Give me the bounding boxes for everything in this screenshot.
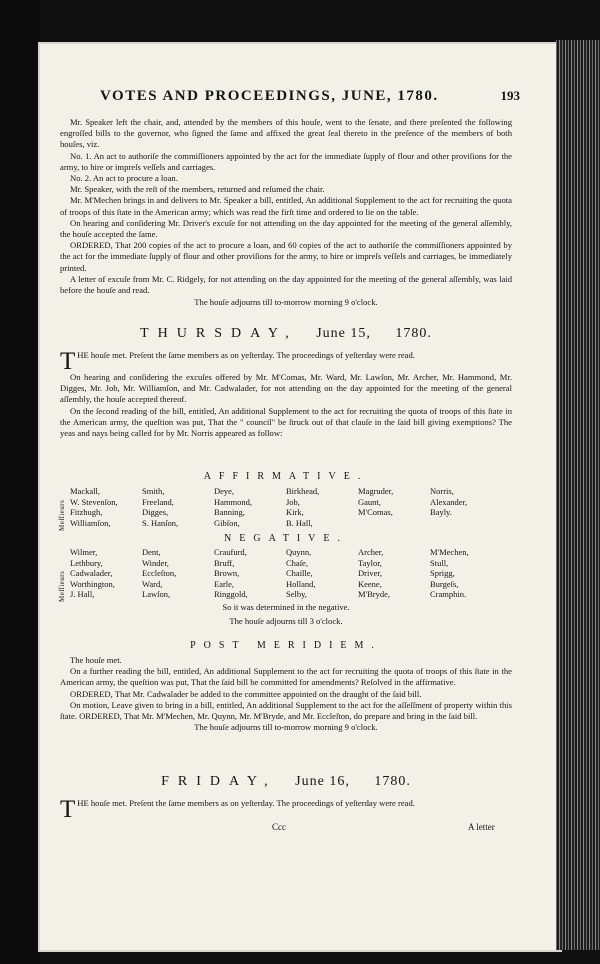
name-cell: Winder, [142, 557, 169, 568]
name-cell: Eccleſton, [142, 568, 177, 579]
paragraph: ORDERED, That 200 copies of the act to procure a loan, and 60 copies of the act to authoriſe the commiſſioners appointed by the act for the immediate ſupply of flour and other proviſions for the army, to hire or impreſs veſſels and carriages, be immediately printed. [60, 240, 512, 273]
name-cell: Gibſon, [214, 517, 240, 528]
name-cell: Dent, [142, 547, 161, 557]
name-cell: Worthington, [70, 578, 115, 589]
friday-section [60, 796, 512, 823]
day-heading-friday [60, 774, 512, 790]
name-cell: Selby, [286, 589, 307, 600]
name-cell: Norris, [430, 486, 454, 496]
name-cell: Banning, [214, 507, 245, 518]
name-cell: Fitzhugh, [70, 507, 103, 518]
name-cell: M'Comas, [358, 507, 393, 518]
paragraph: On a further reading the bill, entitled, An additional Supplement to the act for recruiting the quota of troops of this ſtate in the American army, the queſtion was put, That the ſaid bill be committed for amendments? Reſolved in the affirmative. [60, 666, 512, 688]
name-cell: Magruder, [358, 486, 394, 496]
top-section [60, 117, 512, 308]
paragraph: No. 2. An act to procure a loan. [70, 173, 178, 184]
paragraph: On motion, Leave given to bring in a bill, entitled, An additional Supplement to the act for the aſſeſſment of property within this ſtate. ORDERED, That Mr. M'Mechen, Mr. Quynn, Mr. M'Bryde, and Mr. Eccleſton, do prepare and bring in the ſaid bill. [60, 699, 512, 722]
table-row [70, 507, 500, 518]
table-row [70, 558, 500, 569]
paragraph: The houſe met. [70, 655, 122, 665]
day-name: FRIDAY, [161, 774, 277, 789]
paragraph: On the ſecond reading of the bill, entitled, An additional Supplement to the act for recruiting the quota of troops of this ſtate in the American army, the queſtion was put, That the " council" be ſtruck out of that clauſe in the ſaid bill giving exemptions? The yeas and nays being called for by Mr. Norris appeared as follow: [60, 405, 512, 439]
name-cell: Bayly. [430, 507, 452, 518]
name-cell: Ringgold, [214, 589, 248, 600]
drop-cap: T [60, 348, 76, 375]
day-heading-thursday [60, 326, 512, 342]
table-row [70, 579, 500, 590]
name-cell: Burgeſs, [430, 578, 459, 589]
adjournment: The houſe adjourns till to-morrow morning 9 o'clock. [194, 297, 378, 308]
name-cell: Gaunt, [358, 496, 381, 507]
affirmative-heading: AFFIRMATIVE. [203, 471, 369, 482]
day-name: THURSDAY, [140, 326, 298, 341]
paragraph: On hearing and conſidering Mr. Driver's excuſe for not attending on the day appointed for the meeting of the general aſſembly, the houſe accepted the ſame. [60, 217, 512, 240]
opening-text: HE houſe met. Preſent the ſame members as on yeſterday. The proceedings of yeſterday were read. [77, 350, 415, 360]
name-cell: Sprigg, [430, 568, 455, 579]
name-cell: Quynn, [286, 547, 312, 557]
name-cell: Taylor, [358, 557, 382, 568]
name-cell: Chaille, [286, 568, 313, 579]
messieurs-label: Meſſieurs [58, 570, 66, 602]
drop-cap: T [60, 796, 76, 823]
name-cell: Williamſon, [70, 517, 111, 528]
name-cell: Earle, [214, 578, 235, 589]
day-date: June 16, [295, 774, 350, 789]
name-cell: Smith, [142, 486, 165, 496]
running-header [100, 88, 520, 105]
table-row [70, 497, 500, 508]
name-cell: Archer, [358, 547, 384, 557]
name-cell: Kirk, [286, 507, 304, 518]
name-cell: Holland, [286, 578, 316, 589]
name-cell: M'Bryde, [358, 589, 390, 600]
name-cell: Alexander, [430, 496, 468, 507]
paragraph-opening [60, 796, 512, 823]
table-row [70, 589, 500, 600]
name-cell: Mackall, [70, 486, 100, 496]
paragraph: A letter of excuſe from Mr. C. Ridgely, for not attending on the day appointed for the meeting of the general aſſembly, was laid before the houſe and read. [60, 273, 512, 296]
name-cell: S. Hanſon, [142, 517, 179, 528]
adjournment: The houſe adjourns till to-morrow morning 9 o'clock. [194, 722, 378, 733]
name-cell [430, 518, 500, 529]
negative-heading: NEGATIVE. [224, 533, 348, 544]
name-cell: J. Hall, [70, 589, 95, 600]
table-row [70, 486, 500, 497]
name-cell: Brown, [214, 568, 240, 579]
paragraph-opening [60, 348, 512, 375]
name-cell: Birkhead, [286, 486, 320, 496]
name-cell: Craufurd, [214, 547, 247, 557]
name-cell: Lawſon, [142, 589, 171, 600]
opening-text: HE houſe met. Preſent the ſame members as on yeſterday. The proceedings of yeſterday were read. [77, 798, 415, 808]
paragraph: Mr. M'Mechen brings in and delivers to Mr. Speaker a bill, entitled, An additional Supplement to the act for recruiting the quota of troops of this ſtate in the American army; which was read the firſt time and ordered to lie on the table. [60, 195, 512, 217]
page-edges [556, 40, 600, 950]
name-cell: Cadwalader, [70, 568, 113, 579]
page-number: 193 [500, 88, 520, 103]
name-cell: Ward, [142, 578, 163, 589]
messieurs-label: Meſſieurs [58, 499, 66, 531]
name-cell: Chaſe, [286, 557, 308, 568]
paragraph: ORDERED, That Mr. Cadwalader be added to the committee appointed on the draught of the ſaid bill. [70, 688, 422, 699]
name-cell: Freeland, [142, 496, 174, 507]
name-cell: Lethbury, [70, 557, 103, 568]
name-cell: Deye, [214, 486, 235, 496]
name-cell: Hammond, [214, 496, 253, 507]
affirmative-table [70, 486, 500, 528]
adjournment: The houſe adjourns till 3 o'clock. [229, 616, 343, 626]
name-cell: Cramphin. [430, 589, 467, 600]
name-cell: Wilmer, [70, 547, 98, 557]
catchword: A letter [468, 822, 495, 832]
left-scan-edge [0, 0, 40, 964]
name-cell: Digges, [142, 507, 169, 518]
day-year: 1780. [395, 326, 432, 341]
name-cell: Keene, [358, 578, 382, 589]
determination: So it was determined in the negative. [222, 602, 350, 612]
table-row [70, 547, 500, 558]
post-meridiem-section [60, 655, 512, 733]
paragraph: Mr. Speaker, with the reſt of the members, returned and reſumed the chair. [70, 184, 325, 195]
negative-table [70, 547, 500, 600]
thursday-section [60, 350, 512, 439]
name-cell: Stull, [430, 557, 449, 568]
table-row [70, 568, 500, 579]
paragraph: On hearing and conſidering the excuſes offered by Mr. M'Comas, Mr. Ward, Mr. Lawſon, Mr. Archer, Mr. Hammond, Mr. Digges, Mr. Job, Mr. Williamſon, and Mr. Cadwalader, for not attending on the day appointed for the meeting of the general aſſembly, the houſe accepted thereof. [60, 372, 512, 405]
name-cell: B. Hall, [286, 517, 313, 528]
table-row [70, 518, 500, 529]
name-cell: Job, [286, 496, 300, 507]
day-year: 1780. [374, 774, 411, 789]
paragraph: No. 1. An act to authoriſe the commiſſioners appointed by the act for the immediate ſupply of flour and other proviſions for the army, to hire or impreſs veſſels and carriages. [60, 150, 512, 172]
header-title: VOTES AND PROCEEDINGS, JUNE, 1780. [100, 88, 439, 104]
signature-mark: Ccc [272, 822, 286, 832]
name-cell: M'Mechen, [430, 547, 469, 557]
paragraph: Mr. Speaker left the chair, and, attended by the members of this houſe, went to the ſenate, and there preſented the following engroſſed bills to the governor, who ſigned the ſame and affixed the great ſeal thereto in the preſence of the members of both houſes, viz. [60, 117, 512, 150]
name-cell: W. Stevenſon, [70, 496, 118, 507]
name-cell: Bruff, [214, 557, 235, 568]
name-cell: Driver, [358, 568, 382, 579]
post-meridiem-heading: POST MERIDIEM. [190, 640, 382, 651]
name-cell [358, 518, 430, 529]
day-date: June 15, [316, 326, 371, 341]
